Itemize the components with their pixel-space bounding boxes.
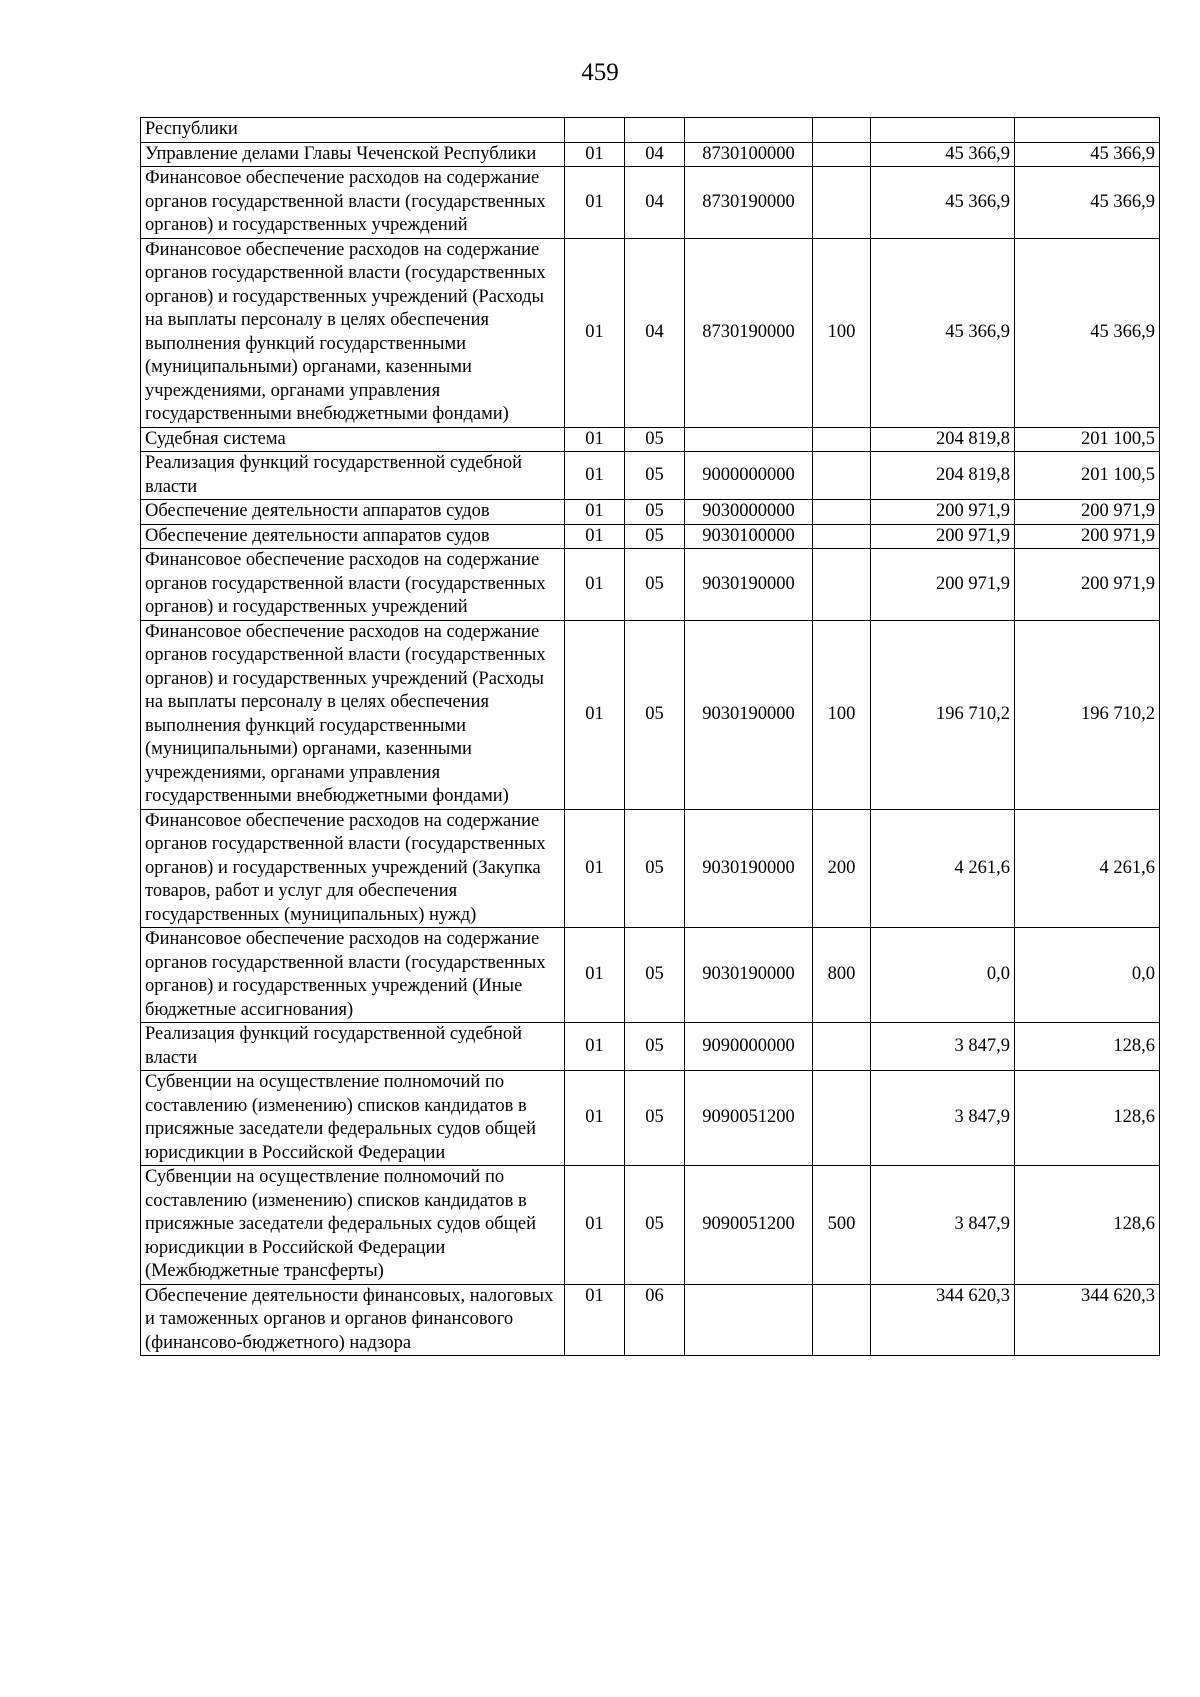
table-row (141, 118, 1160, 143)
table-row (141, 238, 1160, 427)
expense-type-code (813, 500, 871, 525)
item-name: Финансовое обеспечение расходов на содержание органов государственной власти (государственных органов) и государственных учреждений (Иные бюджетные ассигнования) (141, 928, 565, 1023)
target-article-code (685, 1284, 813, 1356)
subsection-code: 06 (625, 1284, 685, 1356)
expense-type-code: 100 (813, 620, 871, 809)
section-code: 01 (565, 524, 625, 549)
section-code: 01 (565, 500, 625, 525)
amount-year-1: 3 847,9 (871, 1166, 1015, 1285)
item-name: Финансовое обеспечение расходов на содержание органов государственной власти (государственных органов) и государственных учреждений (Закупка товаров, работ и услуг для обеспечения государственных (муниципальных) нужд) (141, 809, 565, 928)
subsection-code: 04 (625, 142, 685, 167)
expense-type-code: 100 (813, 238, 871, 427)
amount-year-2: 128,6 (1015, 1166, 1160, 1285)
item-name: Обеспечение деятельности аппаратов судов (141, 524, 565, 549)
amount-year-1: 45 366,9 (871, 238, 1015, 427)
table-row (141, 1023, 1160, 1071)
table-row (141, 620, 1160, 809)
item-name: Финансовое обеспечение расходов на содержание органов государственной власти (государственных органов) и государственных учреждений (Расходы на выплаты персоналу в целях обеспечения выполнения функций государственными (муниципальными) органами, казенными учреждениями, органами управления государственными внебюджетными фондами) (141, 620, 565, 809)
table-row (141, 809, 1160, 928)
expense-type-code (813, 167, 871, 239)
section-code: 01 (565, 1071, 625, 1166)
subsection-code: 05 (625, 1071, 685, 1166)
item-name: Судебная система (141, 427, 565, 452)
amount-year-1 (871, 118, 1015, 143)
section-code: 01 (565, 142, 625, 167)
subsection-code (625, 118, 685, 143)
item-name: Обеспечение деятельности аппаратов судов (141, 500, 565, 525)
amount-year-1: 3 847,9 (871, 1071, 1015, 1166)
section-code: 01 (565, 452, 625, 500)
amount-year-2: 344 620,3 (1015, 1284, 1160, 1356)
amount-year-1: 204 819,8 (871, 427, 1015, 452)
target-article-code: 9090051200 (685, 1166, 813, 1285)
section-code: 01 (565, 427, 625, 452)
target-article-code: 9030190000 (685, 928, 813, 1023)
table-row (141, 928, 1160, 1023)
amount-year-2: 4 261,6 (1015, 809, 1160, 928)
expense-type-code: 800 (813, 928, 871, 1023)
table-row (141, 524, 1160, 549)
section-code: 01 (565, 167, 625, 239)
section-code: 01 (565, 620, 625, 809)
target-article-code: 9030190000 (685, 809, 813, 928)
target-article-code: 8730190000 (685, 167, 813, 239)
item-name: Субвенции на осуществление полномочий по составлению (изменению) списков кандидатов в присяжные заседатели федеральных судов общей юрисдикции в Российской Федерации (Межбюджетные трансферты) (141, 1166, 565, 1285)
amount-year-2: 201 100,5 (1015, 452, 1160, 500)
subsection-code: 05 (625, 524, 685, 549)
expense-type-code (813, 1071, 871, 1166)
table-row (141, 1071, 1160, 1166)
expense-type-code (813, 452, 871, 500)
item-name: Финансовое обеспечение расходов на содержание органов государственной власти (государственных органов) и государственных учреждений (141, 549, 565, 621)
amount-year-2: 200 971,9 (1015, 549, 1160, 621)
target-article-code: 9030190000 (685, 549, 813, 621)
target-article-code: 9030000000 (685, 500, 813, 525)
amount-year-2: 45 366,9 (1015, 142, 1160, 167)
subsection-code: 05 (625, 620, 685, 809)
amount-year-2: 200 971,9 (1015, 500, 1160, 525)
amount-year-1: 3 847,9 (871, 1023, 1015, 1071)
target-article-code: 9090051200 (685, 1071, 813, 1166)
subsection-code: 05 (625, 1023, 685, 1071)
target-article-code: 9030190000 (685, 620, 813, 809)
subsection-code: 04 (625, 167, 685, 239)
table-row (141, 142, 1160, 167)
subsection-code: 05 (625, 500, 685, 525)
target-article-code: 9000000000 (685, 452, 813, 500)
table-row (141, 1284, 1160, 1356)
section-code: 01 (565, 1166, 625, 1285)
item-name: Субвенции на осуществление полномочий по составлению (изменению) списков кандидатов в присяжные заседатели федеральных судов общей юрисдикции в Российской Федерации (141, 1071, 565, 1166)
amount-year-2: 45 366,9 (1015, 238, 1160, 427)
amount-year-1: 200 971,9 (871, 500, 1015, 525)
amount-year-1: 196 710,2 (871, 620, 1015, 809)
expense-type-code (813, 142, 871, 167)
amount-year-1: 344 620,3 (871, 1284, 1015, 1356)
section-code: 01 (565, 238, 625, 427)
table-row (141, 500, 1160, 525)
table-row (141, 1166, 1160, 1285)
amount-year-2: 200 971,9 (1015, 524, 1160, 549)
expense-type-code: 200 (813, 809, 871, 928)
expense-type-code (813, 1284, 871, 1356)
amount-year-1: 45 366,9 (871, 142, 1015, 167)
subsection-code: 05 (625, 809, 685, 928)
amount-year-1: 200 971,9 (871, 549, 1015, 621)
amount-year-2: 201 100,5 (1015, 427, 1160, 452)
target-article-code: 8730100000 (685, 142, 813, 167)
item-name: Республики (141, 118, 565, 143)
item-name: Реализация функций государственной судебной власти (141, 452, 565, 500)
subsection-code: 05 (625, 427, 685, 452)
item-name: Обеспечение деятельности финансовых, налоговых и таможенных органов и органов финансового (финансово-бюджетного) надзора (141, 1284, 565, 1356)
subsection-code: 05 (625, 549, 685, 621)
amount-year-2: 128,6 (1015, 1071, 1160, 1166)
subsection-code: 04 (625, 238, 685, 427)
table-row (141, 452, 1160, 500)
target-article-code (685, 427, 813, 452)
amount-year-2: 0,0 (1015, 928, 1160, 1023)
section-code: 01 (565, 928, 625, 1023)
section-code: 01 (565, 809, 625, 928)
item-name: Финансовое обеспечение расходов на содержание органов государственной власти (государственных органов) и государственных учреждений (Расходы на выплаты персоналу в целях обеспечения выполнения функций государственными (муниципальными) органами, казенными учреждениями, органами управления государственными внебюджетными фондами) (141, 238, 565, 427)
subsection-code: 05 (625, 1166, 685, 1285)
amount-year-1: 4 261,6 (871, 809, 1015, 928)
amount-year-1: 45 366,9 (871, 167, 1015, 239)
amount-year-1: 0,0 (871, 928, 1015, 1023)
expense-type-code (813, 1023, 871, 1071)
target-article-code: 9030100000 (685, 524, 813, 549)
expense-type-code: 500 (813, 1166, 871, 1285)
amount-year-2: 128,6 (1015, 1023, 1160, 1071)
item-name: Управление делами Главы Чеченской Республики (141, 142, 565, 167)
amount-year-2 (1015, 118, 1160, 143)
section-code (565, 118, 625, 143)
amount-year-1: 204 819,8 (871, 452, 1015, 500)
target-article-code (685, 118, 813, 143)
table-row (141, 549, 1160, 621)
target-article-code: 8730190000 (685, 238, 813, 427)
section-code: 01 (565, 549, 625, 621)
subsection-code: 05 (625, 452, 685, 500)
target-article-code: 9090000000 (685, 1023, 813, 1071)
section-code: 01 (565, 1023, 625, 1071)
section-code: 01 (565, 1284, 625, 1356)
expense-type-code (813, 118, 871, 143)
table-row (141, 167, 1160, 239)
amount-year-1: 200 971,9 (871, 524, 1015, 549)
expense-type-code (813, 524, 871, 549)
item-name: Реализация функций государственной судебной власти (141, 1023, 565, 1071)
item-name: Финансовое обеспечение расходов на содержание органов государственной власти (государственных органов) и государственных учреждений (141, 167, 565, 239)
expense-type-code (813, 427, 871, 452)
expense-type-code (813, 549, 871, 621)
table-row (141, 427, 1160, 452)
amount-year-2: 45 366,9 (1015, 167, 1160, 239)
subsection-code: 05 (625, 928, 685, 1023)
budget-table (140, 117, 1160, 1356)
page-number: 459 (581, 59, 619, 86)
amount-year-2: 196 710,2 (1015, 620, 1160, 809)
